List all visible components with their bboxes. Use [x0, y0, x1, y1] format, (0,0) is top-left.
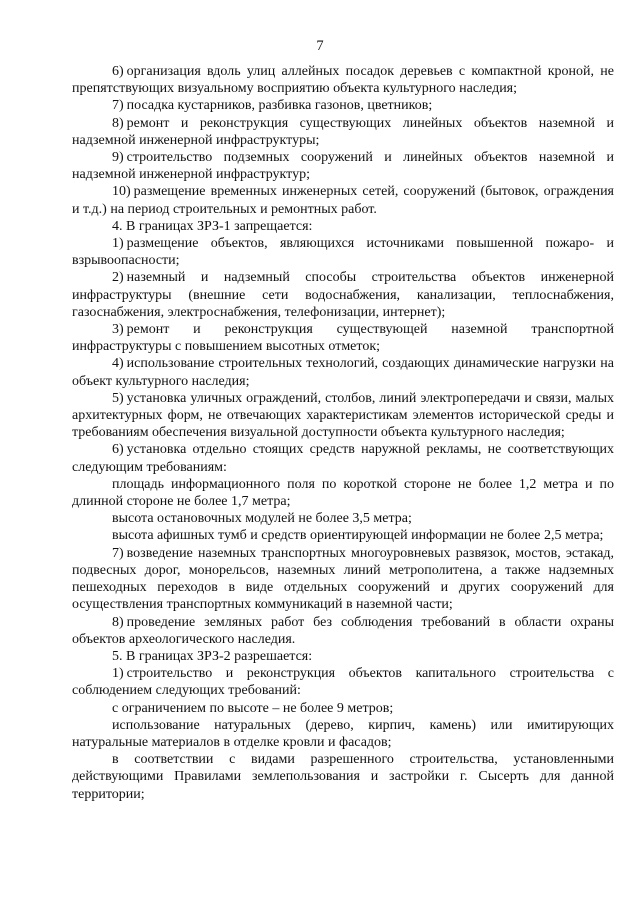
- document-paragraph: [72, 665, 614, 699]
- paragraph-text: строительство подземных сооружений и линейных объектов наземной и надземной инженерной инфраструктур;: [72, 150, 614, 183]
- paragraph-text: проведение земляных работ без соблюдения требований в области охраны объектов археологического наследия.: [72, 614, 614, 647]
- paragraph-item-number: 10): [112, 184, 131, 200]
- paragraph-item-number: 4): [112, 356, 124, 372]
- document-paragraph: [72, 751, 614, 803]
- paragraph-text: посадка кустарников, разбивка газонов, цветников;: [126, 98, 433, 114]
- document-paragraph: [72, 441, 614, 475]
- document-paragraph: [72, 235, 614, 269]
- document-paragraph: [72, 218, 614, 235]
- paragraph-item-number: 7): [112, 545, 124, 561]
- document-paragraph: [72, 390, 614, 442]
- paragraph-item-number: 1): [112, 666, 124, 682]
- paragraph-text: в соответствии с видами разрешенного строительства, установленными действующими Правилами землепользования и застройки г. Сысерть для данной территории;: [72, 752, 614, 802]
- paragraph-text: размещение временных инженерных сетей, сооружений (бытовок, ограждения и т.д.) на период строительных и ремонтных работ.: [72, 184, 614, 217]
- document-paragraph: [72, 527, 614, 544]
- document-paragraph: [72, 183, 614, 217]
- paragraph-text: высота афишных тумб и средств ориентирующей информации не более 2,5 метра;: [112, 528, 604, 544]
- document-paragraph: [72, 545, 614, 614]
- paragraph-item-number: 6): [112, 64, 124, 79]
- paragraph-text: площадь информационного поля по короткой стороне не более 1,2 метра и по длинной стороне не более 1,7 метра;: [72, 476, 614, 510]
- paragraph-text: организация вдоль улиц аллейных посадок деревьев с компактной кроной, не препятствующих визуальному восприятию объекта культурного наследия;: [72, 64, 614, 97]
- paragraph-item-number: 7): [112, 98, 124, 114]
- document-paragraph: [72, 115, 614, 149]
- paragraph-text: строительство и реконструкция объектов капитального строительства с соблюдением следующих требований:: [72, 666, 614, 699]
- document-paragraph: [72, 700, 614, 717]
- paragraph-text: наземный и надземный способы строительства объектов инженерной инфраструктуры (внешние сети водоснабжения, канализации, теплоснабжения, газоснабжения, электроснабжения, телефонизации, интернет);: [72, 270, 614, 320]
- document-body: [72, 63, 614, 803]
- paragraph-text: высота остановочных модулей не более 3,5 метра;: [112, 511, 412, 527]
- document-paragraph: [72, 476, 614, 510]
- paragraph-item-number: 2): [112, 270, 124, 286]
- paragraph-text: использование строительных технологий, создающих динамические нагрузки на объект культурного наследия;: [72, 356, 614, 389]
- paragraph-text: использование натуральных (дерево, кирпич, камень) или имитирующих натуральные материалов в отделке кровли и фасадов;: [72, 717, 614, 750]
- paragraph-text: 4. В границах ЗРЗ-1 запрещается:: [112, 218, 313, 234]
- paragraph-item-number: 8): [112, 115, 124, 131]
- paragraph-item-number: 9): [112, 150, 124, 166]
- paragraph-text: с ограничением по высоте – не более 9 метров;: [112, 700, 394, 716]
- document-paragraph: [72, 149, 614, 183]
- paragraph-text: установка отдельно стоящих средств наружной рекламы, не соответствующих следующим требованиям:: [72, 442, 614, 475]
- document-paragraph: [72, 321, 614, 355]
- document-paragraph: [72, 717, 614, 751]
- paragraph-text: возведение наземных транспортных многоуровневых развязок, мостов, эстакад, подвесных дорог, монорельсов, наземных линий метрополитена, а также надземных пешеходных переходов в виде отдельных сооружений и других сооружений для осуществления транспортных коммуникаций в наземной части;: [72, 545, 614, 613]
- paragraph-item-number: 1): [112, 236, 124, 252]
- paragraph-text: 5. В границах ЗРЗ-2 разрешается:: [112, 648, 313, 664]
- paragraph-text: ремонт и реконструкция существующей наземной транспортной инфраструктуры с повышением высотных отметок;: [72, 322, 614, 355]
- document-paragraph: [72, 648, 614, 665]
- paragraph-text: ремонт и реконструкция существующих линейных объектов наземной и надземной инженерной инфраструктуры;: [72, 115, 614, 148]
- document-paragraph: [72, 269, 614, 321]
- paragraph-item-number: 6): [112, 442, 124, 458]
- paragraph-item-number: 8): [112, 614, 124, 630]
- document-paragraph: [72, 510, 614, 527]
- paragraph-text: установка уличных ограждений, столбов, линий электропередачи и связи, малых архитектурных форм, не отвечающих характеристикам элементов исторической среды и требованиям обеспечения визуальной доступности объекта культурного наследия;: [72, 390, 614, 441]
- page-number: 7: [316, 38, 324, 54]
- document-paragraph: [72, 97, 614, 114]
- paragraph-item-number: 3): [112, 322, 124, 338]
- paragraph-text: размещение объектов, являющихся источниками повышенной пожаро- и взрывоопасности;: [72, 236, 614, 269]
- document-paragraph: [72, 355, 614, 389]
- document-paragraph: [72, 614, 614, 648]
- document-paragraph: [72, 63, 614, 97]
- paragraph-item-number: 5): [112, 390, 124, 406]
